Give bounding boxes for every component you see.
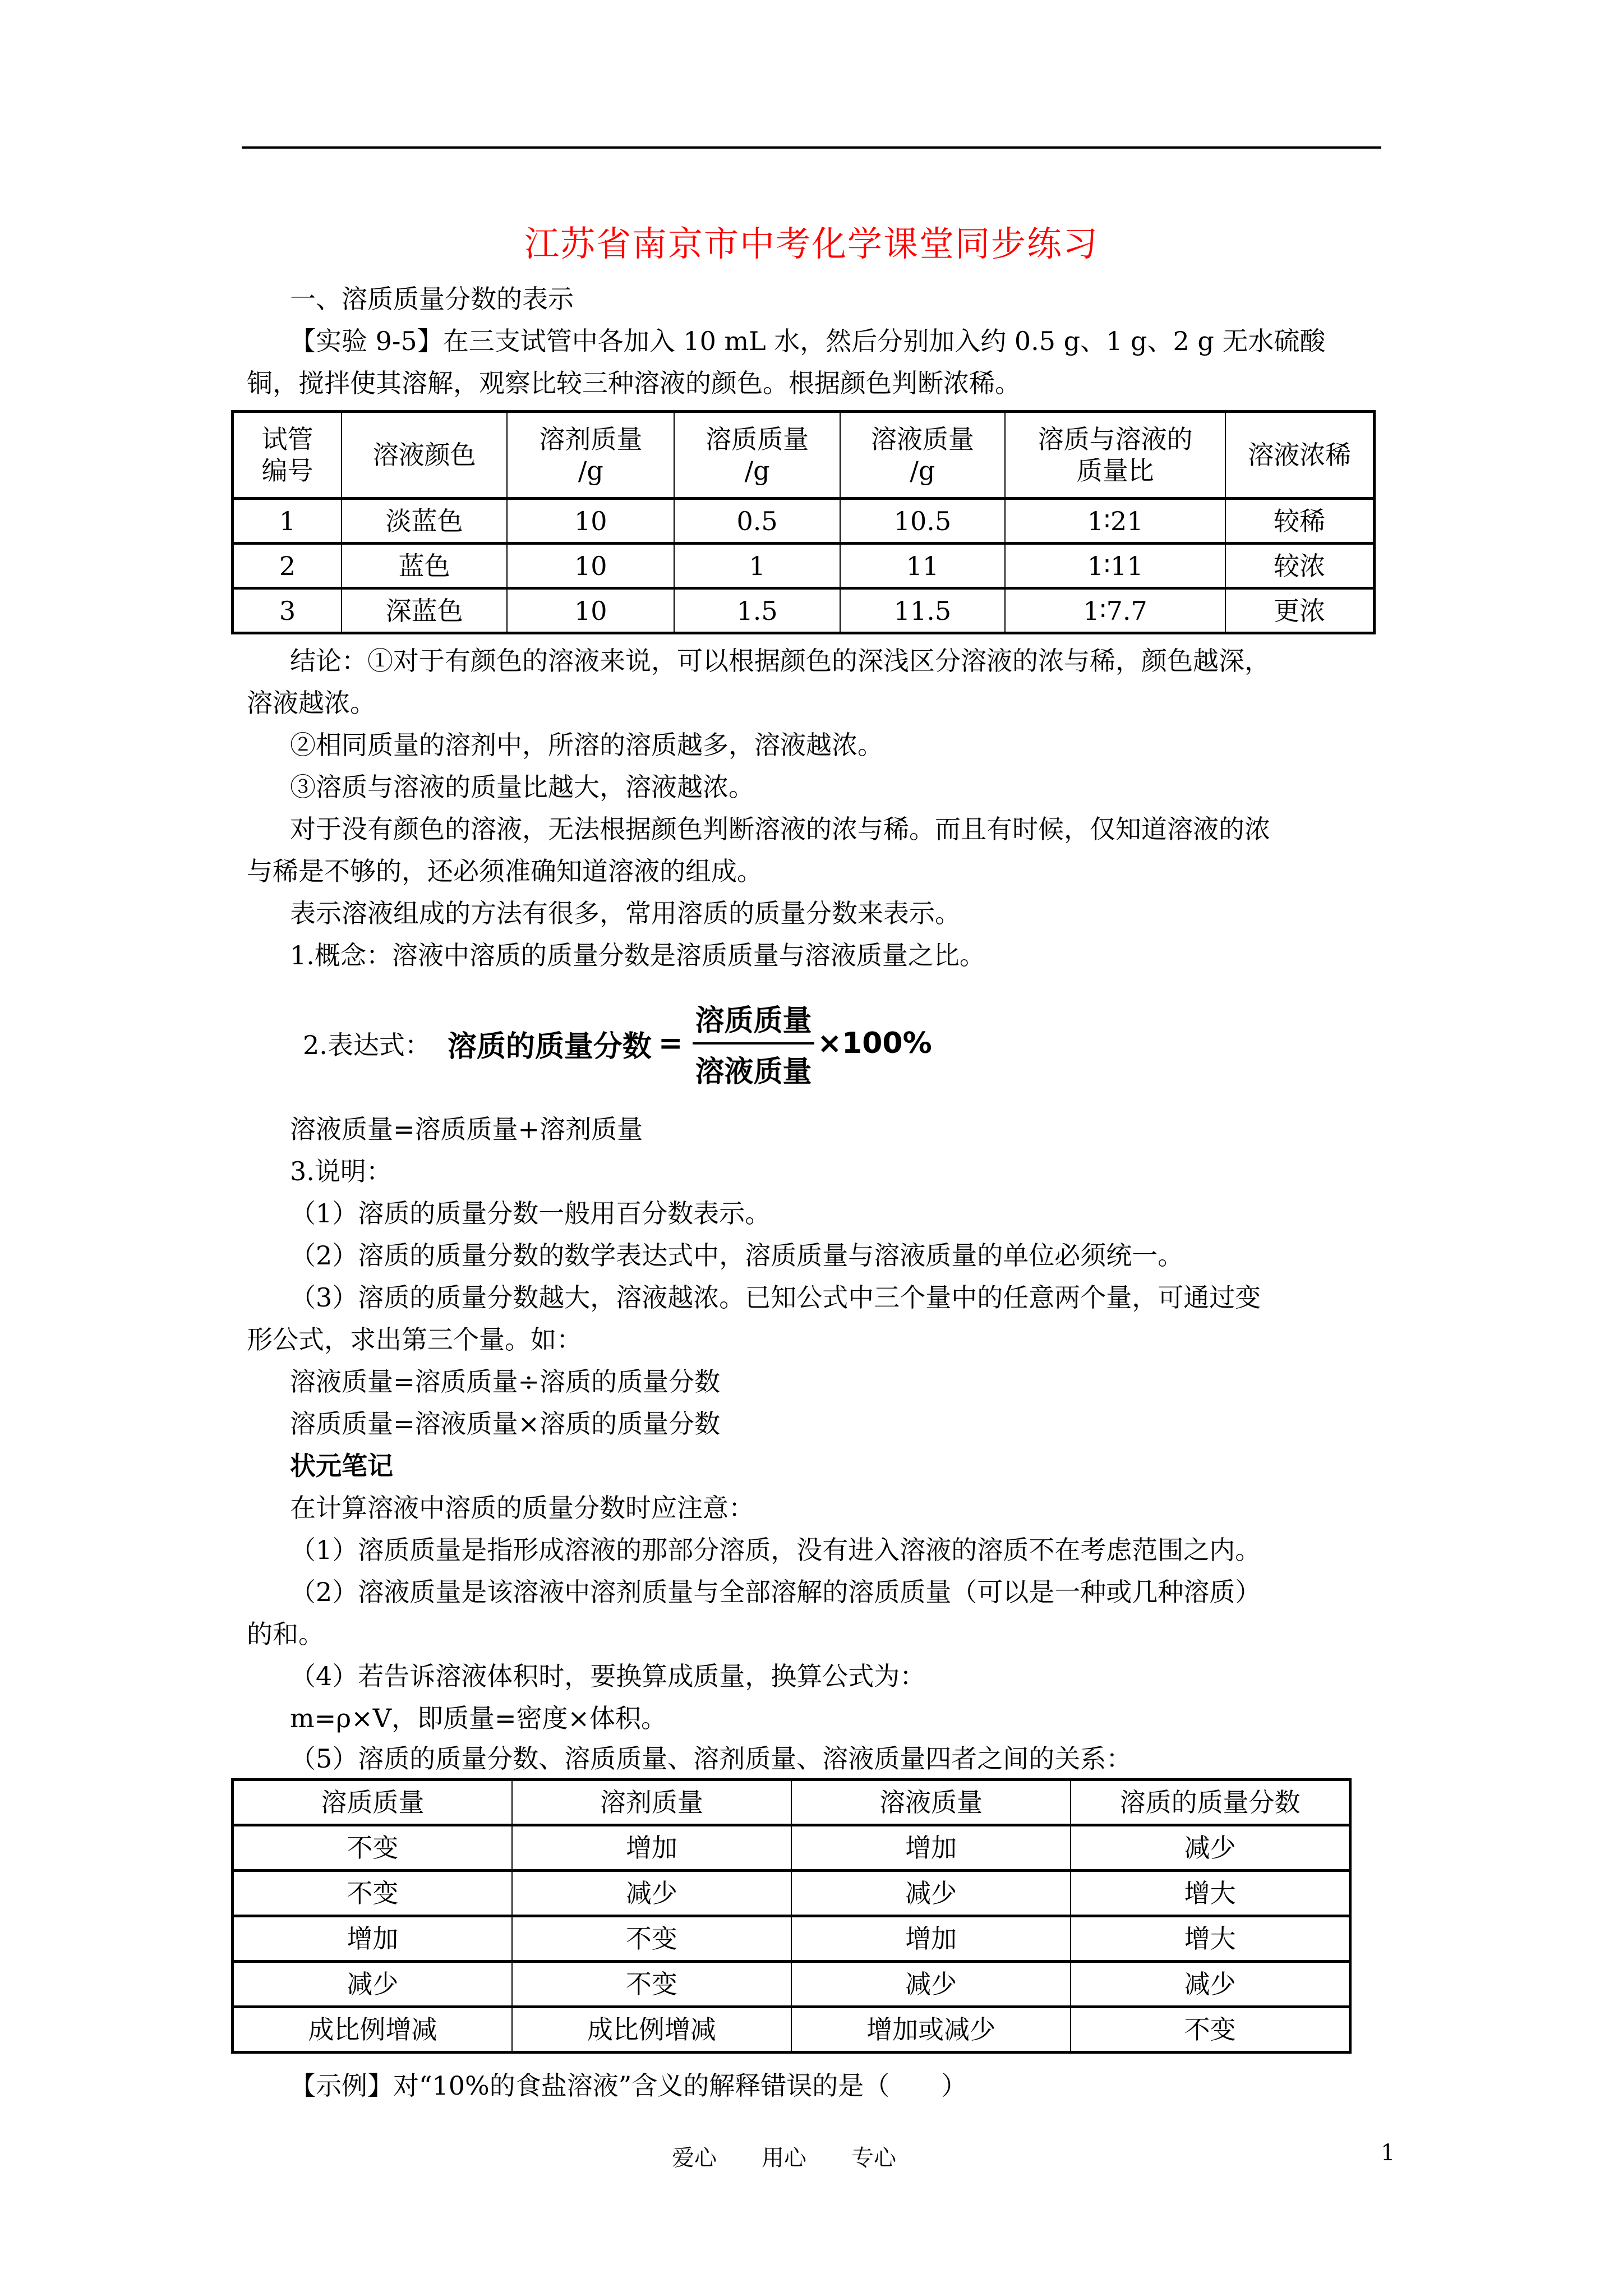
table-cell: 1 xyxy=(674,544,840,588)
formula-equals: = xyxy=(658,1027,683,1060)
tips-intro: 在计算溶液中溶质的质量分数时应注意： xyxy=(290,1493,754,1523)
table-cell: 不变 xyxy=(512,1916,791,1962)
formula-numerator: 溶质质量 xyxy=(693,997,814,1045)
table-row xyxy=(233,1871,1350,1916)
table-cell: 1∶7.7 xyxy=(1005,588,1225,633)
colorless-text-line2: 与稀是不够的，还必须准确知道溶液的组成。 xyxy=(247,856,763,886)
table-cell: 10 xyxy=(507,544,674,588)
table-cell: 1∶11 xyxy=(1005,544,1225,588)
header-cell: 溶质质量 /g xyxy=(674,412,840,499)
conclusion-3: ③溶质与溶液的质量比越大，溶液越浓。 xyxy=(290,772,754,802)
table-cell: 增大 xyxy=(1071,1916,1350,1962)
table-row xyxy=(233,499,1375,544)
table-cell: 成比例增减 xyxy=(512,2007,791,2053)
table-cell: 成比例增减 xyxy=(233,2007,512,2053)
table-cell: 1∶21 xyxy=(1005,499,1225,544)
table-cell: 减少 xyxy=(1071,1962,1350,2007)
table-row xyxy=(233,1916,1350,1962)
page-title: 江苏省南京市中考化学课堂同步练习 xyxy=(524,223,1099,264)
header-cell: 溶液颜色 xyxy=(342,412,507,499)
table-header-row xyxy=(233,412,1375,499)
table-cell: 深蓝色 xyxy=(342,588,507,633)
table-row xyxy=(233,1825,1350,1871)
header-cell: 溶液浓稀 xyxy=(1225,412,1374,499)
table-row xyxy=(233,588,1375,633)
note-2: （2）溶质的质量分数的数学表达式中，溶质质量与溶液质量的单位必须统一。 xyxy=(290,1240,1184,1271)
table-cell: 减少 xyxy=(1071,1825,1350,1871)
header-cell: 溶液质量 xyxy=(791,1780,1071,1825)
table-cell: 2 xyxy=(233,544,342,588)
table-cell: 不变 xyxy=(512,1962,791,2007)
table-cell: 1 xyxy=(233,499,342,544)
table-cell: 增加或减少 xyxy=(791,2007,1071,2053)
table-cell: 更浓 xyxy=(1225,588,1374,633)
formula-multiplier: ×100% xyxy=(817,1027,932,1060)
page-number: 1 xyxy=(1381,2140,1395,2166)
table-cell: 10.5 xyxy=(840,499,1005,544)
experiment-text-line1: 【实验 9-5】在三支试管中各加入 10 mL 水，然后分别加入约 0.5 g、1 g、2 g 无水硫酸 xyxy=(290,326,1326,356)
note-1: （1）溶质的质量分数一般用百分数表示。 xyxy=(290,1198,771,1228)
tip-2-line1: （2）溶液质量是该溶液中溶剂质量与全部溶解的溶质质量（可以是一种或几种溶质） xyxy=(290,1577,1261,1607)
conclusion-2: ②相同质量的溶剂中，所溶的溶质越多，溶液越浓。 xyxy=(290,730,883,760)
table-cell: 减少 xyxy=(233,1962,512,2007)
header-cell: 溶剂质量 xyxy=(512,1780,791,1825)
formula-denominator: 溶液质量 xyxy=(695,1055,812,1089)
table-cell: 不变 xyxy=(233,1871,512,1916)
table-cell: 0.5 xyxy=(674,499,840,544)
table-cell: 增加 xyxy=(512,1825,791,1871)
tips-heading: 状元笔记 xyxy=(290,1451,393,1481)
table-cell: 蓝色 xyxy=(342,544,507,588)
table-cell: 1.5 xyxy=(674,588,840,633)
header-cell: 溶质与溶液的 质量比 xyxy=(1005,412,1225,499)
table-cell: 不变 xyxy=(233,1825,512,1871)
formula-lhs: 溶质的质量分数 xyxy=(447,1029,652,1064)
footer-motto: 爱心 用心 专心 xyxy=(672,2145,896,2171)
table-cell: 10 xyxy=(507,499,674,544)
tip-5: （5）溶质的质量分数、溶质质量、溶剂质量、溶液质量四者之间的关系： xyxy=(290,1743,1132,1774)
mass-fraction-formula xyxy=(303,996,932,1091)
conclusion-1-line1: 结论：①对于有颜色的溶液来说，可以根据颜色的深浅区分溶液的浓与稀，颜色越深， xyxy=(290,646,1270,676)
header-cell: 溶质质量 xyxy=(233,1780,512,1825)
table-cell: 减少 xyxy=(791,1962,1071,2007)
table-cell: 不变 xyxy=(1071,2007,1350,2053)
tip-2-line2: 的和。 xyxy=(247,1619,324,1649)
table-cell: 减少 xyxy=(512,1871,791,1916)
table-cell: 增加 xyxy=(791,1825,1071,1871)
experiment-table xyxy=(231,410,1376,634)
notes-heading: 3.说明： xyxy=(290,1156,392,1186)
table-cell: 增加 xyxy=(791,1916,1071,1962)
header-cell: 溶剂质量 /g xyxy=(507,412,674,499)
header-cell: 试管 编号 xyxy=(233,412,342,499)
table-cell: 11.5 xyxy=(840,588,1005,633)
colorless-text-line1: 对于没有颜色的溶液，无法根据颜色判断溶液的浓与稀。而且有时候，仅知道溶液的浓 xyxy=(290,814,1270,844)
derived-formula-1: 溶液质量=溶质质量÷溶质的质量分数 xyxy=(290,1366,721,1397)
tip-4: （4）若告诉溶液体积时，要换算成质量，换算公式为： xyxy=(290,1661,926,1691)
note-3-line1: （3）溶质的质量分数越大，溶液越浓。已知公式中三个量中的任意两个量，可通过变 xyxy=(290,1282,1261,1313)
section-heading: 一、溶质质量分数的表示 xyxy=(290,284,574,314)
table-header-row xyxy=(233,1780,1350,1825)
table-cell: 3 xyxy=(233,588,342,633)
relationship-table xyxy=(231,1778,1352,2054)
table-cell: 减少 xyxy=(791,1871,1071,1916)
table-cell: 较稀 xyxy=(1225,499,1374,544)
experiment-text-line2: 铜，搅拌使其溶解，观察比较三种溶液的颜色。根据颜色判断浓稀。 xyxy=(247,368,1021,398)
conclusion-1-line2: 溶液越浓。 xyxy=(247,688,376,718)
header-cell: 溶液质量 /g xyxy=(840,412,1005,499)
note-3-line2: 形公式，求出第三个量。如： xyxy=(247,1324,582,1355)
formula-label: 2.表达式： xyxy=(303,1030,431,1060)
table-row xyxy=(233,1962,1350,2007)
tip-4-formula: m=ρ×V，即质量=密度×体积。 xyxy=(290,1703,667,1733)
header-cell: 溶质的质量分数 xyxy=(1071,1780,1350,1825)
table-cell: 10 xyxy=(507,588,674,633)
methods-text: 表示溶液组成的方法有很多，常用溶质的质量分数来表示。 xyxy=(290,898,961,928)
table-cell: 增加 xyxy=(233,1916,512,1962)
table-cell: 淡蓝色 xyxy=(342,499,507,544)
table-cell: 增大 xyxy=(1071,1871,1350,1916)
concept-text: 1.概念：溶液中溶质的质量分数是溶质质量与溶液质量之比。 xyxy=(290,940,985,970)
table-cell: 较浓 xyxy=(1225,544,1374,588)
solution-mass-equation: 溶液质量=溶质质量+溶剂质量 xyxy=(290,1114,643,1144)
header-rule xyxy=(242,146,1381,149)
example-question: 【示例】对“10%的食盐溶液”含义的解释错误的是（ ） xyxy=(290,2070,967,2101)
table-row xyxy=(233,2007,1350,2053)
table-row xyxy=(233,544,1375,588)
derived-formula-2: 溶质质量=溶液质量×溶质的质量分数 xyxy=(290,1409,721,1439)
table-cell: 11 xyxy=(840,544,1005,588)
tip-1: （1）溶质质量是指形成溶液的那部分溶质，没有进入溶液的溶质不在考虑范围之内。 xyxy=(290,1535,1261,1565)
formula-fraction xyxy=(693,997,814,1090)
